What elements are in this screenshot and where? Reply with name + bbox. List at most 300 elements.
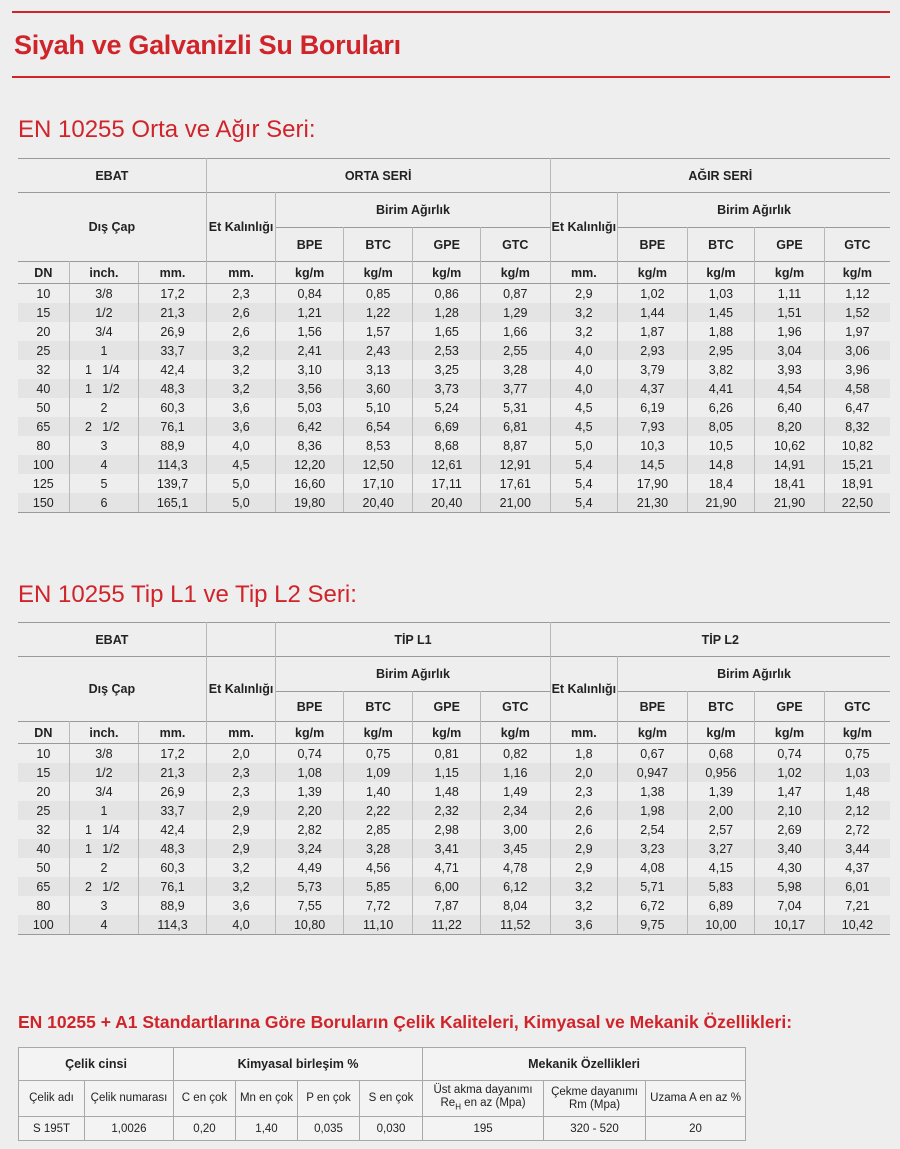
units-row [18, 262, 890, 284]
inch-value: 3/4 [95, 324, 113, 339]
table-cell: 40 [18, 839, 69, 858]
table-cell: 4,58 [824, 379, 890, 398]
table-cell: 2,9 [206, 820, 276, 839]
et-kalinligi-header: Et Kalınlığı [206, 193, 276, 262]
kimyasal-header: Kimyasal birleşim % [174, 1048, 423, 1081]
table-cell: 3,6 [550, 915, 618, 935]
table-cell [69, 896, 139, 915]
table-cell [69, 303, 139, 322]
uzama-header: Uzama A en az % [646, 1081, 746, 1117]
table-cell: 4,71 [413, 858, 481, 877]
table-cell: 21,90 [755, 493, 825, 513]
table-cell: 19,80 [276, 493, 344, 513]
table-cell: 17,10 [343, 474, 413, 493]
table-cell: 3,45 [480, 839, 550, 858]
table-cell: 3,79 [618, 360, 688, 379]
table-cell: 8,20 [755, 417, 825, 436]
table-cell: 21,3 [139, 303, 207, 322]
et-kalinligi-header: Et Kalınlığı [550, 657, 618, 722]
cekme-line2: Rm (Mpa) [568, 1098, 621, 1111]
table-body [18, 284, 890, 513]
table-cell: 2,12 [824, 801, 890, 820]
table-cell: 32 [18, 360, 69, 379]
table-cell: 6,19 [618, 398, 688, 417]
table-cell: 1,66 [480, 322, 550, 341]
top-rule [12, 11, 890, 13]
inch-value: 3 [100, 438, 108, 453]
table-cell: 4,0 [550, 341, 618, 360]
table-row [18, 398, 890, 417]
table-cell: 1,47 [755, 782, 825, 801]
celik-cinsi-header: Çelik cinsi [19, 1048, 174, 1081]
table-cell: 1,57 [343, 322, 413, 341]
table-row [18, 284, 890, 304]
table-cell: 21,00 [480, 493, 550, 513]
table-cell [69, 744, 139, 764]
table-cell: 2,00 [687, 801, 755, 820]
table-cell: 76,1 [139, 877, 207, 896]
table-cell: 10,82 [841, 438, 874, 453]
unit-header: mm. [550, 722, 618, 744]
table-cell [69, 284, 139, 304]
table-cell: 3,77 [480, 379, 550, 398]
table-cell [69, 782, 139, 801]
table-cell: 7,55 [276, 896, 344, 915]
table-cell [69, 763, 139, 782]
table-cell: 17,61 [480, 474, 550, 493]
table-cell: 165,1 [139, 493, 207, 513]
table-cell: 20,40 [343, 493, 413, 513]
inch-value: 3 [100, 898, 108, 913]
table-cell [69, 417, 139, 436]
table-cell: 2,72 [845, 822, 870, 837]
table-cell: 3,2 [550, 322, 618, 341]
table-cell: 3,2 [550, 877, 618, 896]
table-cell: 8,32 [824, 417, 890, 436]
table-cell: 4,5 [550, 417, 618, 436]
table-cell: 3,28 [480, 360, 550, 379]
table-cell: 1,03 [824, 763, 890, 782]
unit-header: kg/m [480, 722, 550, 744]
table-cell: 3,2 [206, 877, 276, 896]
table-cell [69, 820, 139, 839]
table-row [18, 455, 890, 474]
ust-akma-line2: en az (Mpa) [460, 1096, 526, 1109]
table-cell: 0,947 [618, 763, 688, 782]
table-cell: 3,73 [413, 379, 481, 398]
table-cell: 1,11 [755, 284, 825, 304]
table-cell: 6,47 [845, 400, 870, 415]
table-cell: 10 [18, 284, 69, 304]
table-cell: 3,04 [755, 341, 825, 360]
table-cell: 65 [18, 417, 69, 436]
table-cell: 10,00 [687, 915, 755, 935]
table-cell: 5,83 [687, 877, 755, 896]
celik-adi-header: Çelik adı [19, 1081, 85, 1117]
table-cell: 4,30 [755, 858, 825, 877]
table-cell: 3,41 [413, 839, 481, 858]
table-cell: 50 [18, 858, 69, 877]
p-header: P en çok [298, 1081, 360, 1117]
inch-value: 1 [100, 343, 108, 358]
table-cell: 60,3 [139, 858, 207, 877]
table-cell: 1,8 [550, 744, 618, 764]
table-cell: 1,87 [618, 322, 688, 341]
col-btc: BTC [687, 692, 755, 722]
steel-properties-table [18, 1047, 746, 1141]
table-cell: 26,9 [139, 322, 207, 341]
table-cell: 3,2 [206, 858, 276, 877]
table-cell: 1,39 [687, 782, 755, 801]
unit-header: DN [18, 262, 69, 284]
ust-akma-re: Re [440, 1096, 456, 1109]
table-row [18, 303, 890, 322]
unit-header: inch. [69, 262, 139, 284]
table-row [18, 744, 890, 764]
table-cell: 3,6 [206, 417, 276, 436]
table-cell: 11,52 [480, 915, 550, 935]
ust-akma-header [423, 1081, 544, 1117]
table-cell: 6,89 [687, 896, 755, 915]
table-cell: 0,030 [360, 1117, 423, 1141]
table-row [18, 322, 890, 341]
table-cell: 1,16 [480, 763, 550, 782]
inch-value: 2 [100, 860, 108, 875]
table-cell: 2,9 [550, 858, 618, 877]
celik-numarasi-header: Çelik numarası [85, 1081, 174, 1117]
unit-header: kg/m [343, 262, 413, 284]
table-cell: 4,37 [845, 860, 870, 875]
birim-agirlik-header: Birim Ağırlık [618, 193, 890, 228]
col-btc: BTC [343, 228, 413, 262]
cekme-line1: Çekme dayanımı [551, 1085, 638, 1098]
table-cell: S 195T [19, 1117, 85, 1141]
table-cell: 3,82 [687, 360, 755, 379]
table-row [18, 417, 890, 436]
cekme-header [544, 1081, 646, 1117]
section3-title: EN 10255 + A1 Standartlarına Göre Boruların Çelik Kaliteleri, Kimyasal ve Mekanik Özellikleri: [18, 1012, 793, 1032]
table-cell: 3,10 [276, 360, 344, 379]
table-cell: 320 - 520 [544, 1117, 646, 1141]
table-cell: 14,8 [687, 455, 755, 474]
table-row [18, 877, 890, 896]
table-cell: 1,28 [413, 303, 481, 322]
table-cell: 5,0 [206, 474, 276, 493]
table-cell: 10,62 [755, 436, 825, 455]
table-row [18, 839, 890, 858]
table-cell [69, 360, 139, 379]
table-cell: 21,3 [139, 763, 207, 782]
table-cell [69, 839, 139, 858]
unit-header: kg/m [413, 262, 481, 284]
table-cell: 7,21 [845, 898, 870, 913]
table-cell: 8,05 [687, 417, 755, 436]
inch-value: 3/4 [95, 784, 113, 799]
table-cell: 5,24 [413, 398, 481, 417]
inch-value: 1/2 [95, 765, 113, 780]
table-cell: 3,2 [206, 341, 276, 360]
table-cell: 10 [18, 744, 69, 764]
table-cell: 1,08 [276, 763, 344, 782]
table-cell: 80 [18, 896, 69, 915]
unit-header: kg/m [824, 722, 890, 744]
table-cell: 6,54 [343, 417, 413, 436]
unit-header: DN [18, 722, 69, 744]
unit-header: kg/m [618, 722, 688, 744]
table-cell: 48,3 [139, 839, 207, 858]
unit-header: mm. [206, 722, 276, 744]
ust-akma-line1: Üst akma dayanımı [433, 1083, 533, 1096]
table-cell [69, 341, 139, 360]
col-gtc: GTC [480, 692, 550, 722]
table-cell: 18,41 [755, 474, 825, 493]
table-cell: 2,82 [276, 820, 344, 839]
table-cell: 10,17 [755, 915, 825, 935]
table-cell: 12,20 [276, 455, 344, 474]
table-cell: 1,56 [276, 322, 344, 341]
table-cell: 20 [18, 782, 69, 801]
inch-value: 2 [100, 400, 108, 415]
table-cell: 150 [18, 493, 69, 513]
table-cell: 6,26 [687, 398, 755, 417]
table-cell: 1,49 [480, 782, 550, 801]
table-cell: 2,55 [480, 341, 550, 360]
table-cell: 5,71 [618, 877, 688, 896]
table-row [18, 341, 890, 360]
table-cell: 1,02 [755, 763, 825, 782]
table-cell: 3,27 [687, 839, 755, 858]
table-cell: 0,68 [687, 744, 755, 764]
s-header: S en çok [360, 1081, 423, 1117]
table-cell: 114,3 [139, 915, 207, 935]
table-cell: 4,49 [276, 858, 344, 877]
table-cell: 5,31 [480, 398, 550, 417]
table-cell: 10,80 [276, 915, 344, 935]
table-cell: 3,56 [276, 379, 344, 398]
table-cell: 3,00 [480, 820, 550, 839]
table-cell: 10,5 [687, 436, 755, 455]
table-cell: 3,24 [276, 839, 344, 858]
table-cell: 114,3 [139, 455, 207, 474]
table-cell: 4,78 [480, 858, 550, 877]
inch-value: 4 [100, 917, 108, 932]
table-cell: 5,4 [550, 493, 618, 513]
col-gpe: GPE [755, 692, 825, 722]
table-cell: 15 [18, 763, 69, 782]
table-cell: 2,69 [755, 820, 825, 839]
table-cell: 1,29 [480, 303, 550, 322]
table-cell: 6,00 [413, 877, 481, 896]
inch-value: 1/2 [95, 305, 113, 320]
table-cell: 33,7 [139, 801, 207, 820]
table-cell: 6,12 [480, 877, 550, 896]
table-cell: 0,67 [618, 744, 688, 764]
table-cell: 18,4 [687, 474, 755, 493]
ebat-header: EBAT [18, 159, 206, 193]
table-cell: 20,40 [413, 493, 481, 513]
table-cell: 26,9 [139, 782, 207, 801]
table-cell: 5,0 [550, 436, 618, 455]
table-cell: 1,45 [687, 303, 755, 322]
table-cell: 3,13 [343, 360, 413, 379]
table-cell: 3,25 [413, 360, 481, 379]
unit-header: inch. [69, 722, 139, 744]
col-btc: BTC [687, 228, 755, 262]
table-cell: 5,0 [206, 493, 276, 513]
table-cell: 33,7 [139, 341, 207, 360]
table-cell: 1,48 [845, 784, 870, 799]
table-cell: 17,2 [139, 744, 207, 764]
table-cell: 0,75 [845, 746, 870, 761]
medium-heavy-series-table [18, 158, 890, 513]
col-gtc: GTC [824, 692, 890, 722]
unit-header: kg/m [824, 262, 890, 284]
col-gpe: GPE [413, 692, 481, 722]
mn-header: Mn en çok [236, 1081, 298, 1117]
table-cell: 20 [646, 1117, 746, 1141]
table-cell: 4,0 [550, 379, 618, 398]
table-cell: 9,75 [618, 915, 688, 935]
table-cell: 4,41 [687, 379, 755, 398]
table-cell: 48,3 [139, 379, 207, 398]
table-cell: 3,2 [550, 896, 618, 915]
table-cell [69, 493, 139, 513]
table-cell: 4,56 [343, 858, 413, 877]
c-header: C en çok [174, 1081, 236, 1117]
col-gpe: GPE [755, 228, 825, 262]
table-cell: 88,9 [139, 436, 207, 455]
unit-header: mm. [206, 262, 276, 284]
table-cell: 1,98 [618, 801, 688, 820]
section1-title: EN 10255 Orta ve Ağır Seri: [18, 116, 316, 143]
table-cell: 80 [18, 436, 69, 455]
table-cell: 11,10 [343, 915, 413, 935]
table-cell: 1,40 [236, 1117, 298, 1141]
table-cell: 12,91 [480, 455, 550, 474]
table-cell: 2,98 [413, 820, 481, 839]
table-cell: 12,50 [343, 455, 413, 474]
table-cell: 3,23 [618, 839, 688, 858]
table-row [18, 858, 890, 877]
unit-header: kg/m [687, 262, 755, 284]
unit-header: kg/m [276, 262, 344, 284]
table-cell: 8,68 [413, 436, 481, 455]
dis-cap-header: Dış Çap [18, 657, 206, 722]
table-cell: 3,44 [824, 839, 890, 858]
table-cell: 2,41 [276, 341, 344, 360]
inch-value: 1 1/4 [84, 822, 120, 837]
table-cell: 2,93 [618, 341, 688, 360]
table-cell: 0,86 [413, 284, 481, 304]
table-cell: 8,04 [480, 896, 550, 915]
table-cell: 25 [18, 801, 69, 820]
table-cell: 4,15 [687, 858, 755, 877]
birim-agirlik-header: Birim Ağırlık [618, 657, 890, 692]
col-gtc: GTC [824, 228, 890, 262]
inch-value: 6 [100, 495, 108, 510]
table-row [18, 801, 890, 820]
table-cell: 2,53 [413, 341, 481, 360]
table-cell: 1,0026 [85, 1117, 174, 1141]
table-cell: 0,81 [413, 744, 481, 764]
table-cell: 7,93 [618, 417, 688, 436]
table-cell: 3,60 [343, 379, 413, 398]
table-cell: 5,4 [550, 455, 618, 474]
col-gpe: GPE [413, 228, 481, 262]
table-cell: 2,85 [343, 820, 413, 839]
table-row [18, 474, 890, 493]
table-cell: 1,38 [618, 782, 688, 801]
table-cell: 1,12 [845, 286, 870, 301]
table-row [18, 436, 890, 455]
ust-akma-sub: H [455, 1102, 461, 1112]
table-cell: 8,87 [480, 436, 550, 455]
table-row [18, 763, 890, 782]
table-cell: 4,5 [206, 455, 276, 474]
inch-value: 2 1/2 [84, 419, 120, 434]
table-cell: 3,28 [343, 839, 413, 858]
table-cell: 2,34 [480, 801, 550, 820]
table-cell: 40 [18, 379, 69, 398]
table-cell [69, 801, 139, 820]
table-cell: 0,035 [298, 1117, 360, 1141]
table-cell: 3,2 [550, 303, 618, 322]
table-cell [69, 877, 139, 896]
et-kalinligi-header: Et Kalınlığı [550, 193, 618, 262]
table-cell: 5,85 [343, 877, 413, 896]
table-cell: 0,75 [343, 744, 413, 764]
units-row [18, 722, 890, 744]
table-cell: 100 [18, 455, 69, 474]
type-l1-l2-series-table [18, 622, 890, 935]
inch-value: 1 [100, 803, 108, 818]
table-cell: 2,3 [206, 782, 276, 801]
tip-l2-header: TİP L2 [550, 623, 890, 657]
inch-value: 2 1/2 [84, 879, 120, 894]
table-cell: 3,40 [755, 839, 825, 858]
agir-seri-header: AĞIR SERİ [550, 159, 890, 193]
table-cell: 1,02 [618, 284, 688, 304]
table-cell: 1,15 [413, 763, 481, 782]
birim-agirlik-header: Birim Ağırlık [276, 193, 550, 228]
table-cell: 32 [18, 820, 69, 839]
inch-value: 3/8 [95, 286, 113, 301]
page-title: Siyah ve Galvanizli Su Boruları [14, 30, 401, 60]
table-cell: 4,5 [550, 398, 618, 417]
table-cell: 100 [18, 915, 69, 935]
table-cell: 17,11 [413, 474, 481, 493]
table-cell: 1,96 [755, 322, 825, 341]
table-cell: 0,82 [480, 744, 550, 764]
table-cell: 60,3 [139, 398, 207, 417]
table-cell: 1,39 [276, 782, 344, 801]
table-cell: 2,6 [206, 303, 276, 322]
inch-value: 3/8 [95, 746, 113, 761]
table-cell: 2,6 [550, 820, 618, 839]
section2-title: EN 10255 Tip L1 ve Tip L2 Seri: [18, 581, 357, 608]
table-cell: 1,65 [413, 322, 481, 341]
table-cell: 1,09 [343, 763, 413, 782]
table-cell: 7,72 [343, 896, 413, 915]
table-cell: 16,60 [276, 474, 344, 493]
table-cell: 1,21 [276, 303, 344, 322]
table-cell: 2,3 [550, 782, 618, 801]
table-cell: 65 [18, 877, 69, 896]
table-cell: 2,0 [206, 744, 276, 764]
table-cell: 2,9 [550, 284, 618, 304]
table-cell: 4,0 [550, 360, 618, 379]
table-cell: 5,03 [276, 398, 344, 417]
